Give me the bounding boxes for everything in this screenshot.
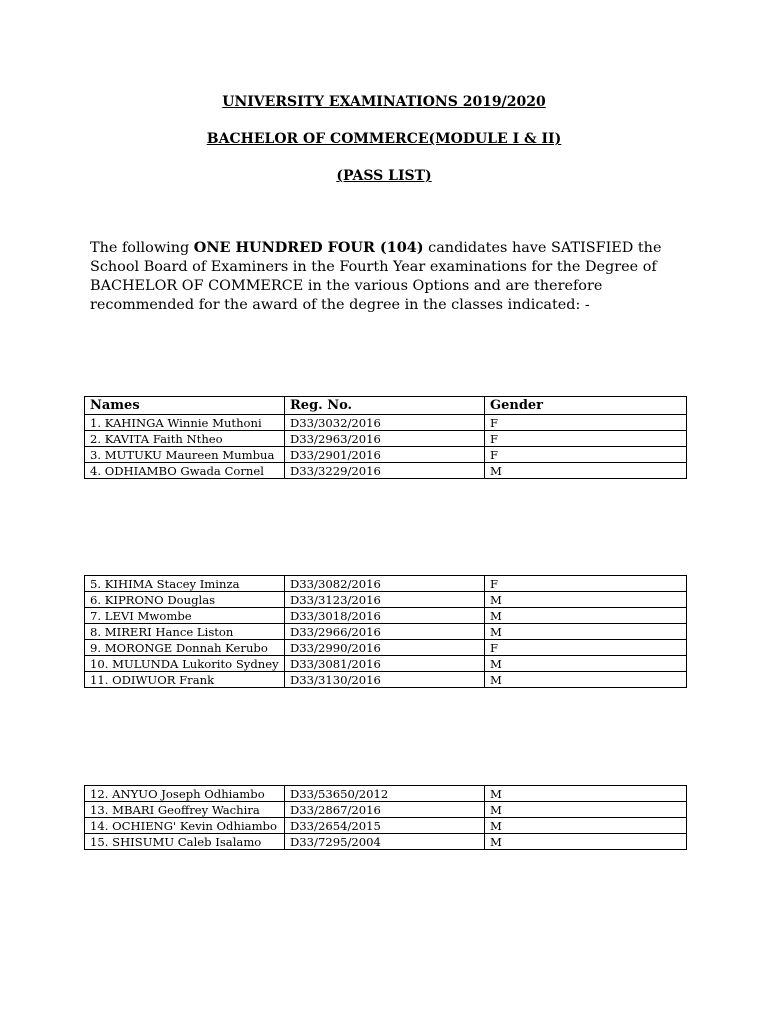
gender: F [485, 415, 687, 431]
table-row [85, 463, 687, 479]
pass-list-table-3 [84, 785, 687, 850]
table-row [85, 802, 687, 818]
student-name: 15. SHISUMU Caleb Isalamo [85, 834, 285, 850]
gender: F [485, 576, 687, 592]
student-name: 12. ANYUO Joseph Odhiambo [85, 786, 285, 802]
reg-no-column-header: Reg. No. [285, 397, 485, 415]
reg-number: D33/53650/2012 [285, 786, 485, 802]
table-row [85, 608, 687, 624]
student-name: 4. ODHIAMBO Gwada Cornel [85, 463, 285, 479]
gender: M [485, 802, 687, 818]
programme-heading: BACHELOR OF COMMERCE(MODULE I & II) [206, 131, 562, 147]
reg-number: D33/2901/2016 [285, 447, 485, 463]
gender: M [485, 786, 687, 802]
reg-number: D33/3229/2016 [285, 463, 485, 479]
gender: F [485, 640, 687, 656]
student-name: 10. MULUNDA Lukorito Sydney [85, 656, 285, 672]
table-row [85, 672, 687, 688]
table-row [85, 415, 687, 431]
table-header-row [85, 397, 687, 415]
student-name: 14. OCHIENG' Kevin Odhiambo [85, 818, 285, 834]
table-row [85, 592, 687, 608]
gender: M [485, 463, 687, 479]
table-row [85, 656, 687, 672]
reg-number: D33/3018/2016 [285, 608, 485, 624]
candidate-count: ONE HUNDRED FOUR (104) [193, 239, 424, 256]
table-row [85, 447, 687, 463]
reg-number: D33/3081/2016 [285, 656, 485, 672]
pass-list-table-2 [84, 575, 687, 688]
table-row [85, 624, 687, 640]
table-row [85, 818, 687, 834]
student-name: 7. LEVI Mwombe [85, 608, 285, 624]
names-column-header: Names [85, 397, 285, 415]
reg-number: D33/3123/2016 [285, 592, 485, 608]
reg-number: D33/3130/2016 [285, 672, 485, 688]
list-type-heading: (PASS LIST) [336, 168, 432, 184]
gender: F [485, 431, 687, 447]
student-name: 3. MUTUKU Maureen Mumbua [85, 447, 285, 463]
student-name: 2. KAVITA Faith Ntheo [85, 431, 285, 447]
reg-number: D33/2990/2016 [285, 640, 485, 656]
gender-column-header: Gender [485, 397, 687, 415]
student-name: 1. KAHINGA Winnie Muthoni [85, 415, 285, 431]
table-row [85, 786, 687, 802]
student-name: 5. KIHIMA Stacey Iminza [85, 576, 285, 592]
student-name: 11. ODIWUOR Frank [85, 672, 285, 688]
table-row [85, 640, 687, 656]
gender: M [485, 818, 687, 834]
table-row [85, 834, 687, 850]
gender: M [485, 624, 687, 640]
gender: M [485, 656, 687, 672]
reg-number: D33/2654/2015 [285, 818, 485, 834]
gender: F [485, 447, 687, 463]
gender: M [485, 672, 687, 688]
student-name: 13. MBARI Geoffrey Wachira [85, 802, 285, 818]
reg-number: D33/2966/2016 [285, 624, 485, 640]
reg-number: D33/7295/2004 [285, 834, 485, 850]
intro-paragraph [90, 238, 690, 315]
reg-number: D33/3082/2016 [285, 576, 485, 592]
pass-list-table-1 [84, 396, 687, 479]
reg-number: D33/2867/2016 [285, 802, 485, 818]
gender: M [485, 834, 687, 850]
reg-number: D33/3032/2016 [285, 415, 485, 431]
intro-text-end: candidates have SATISFIED the School Board of Examiners in the Fourth Year examinations for the Degree of BACHELOR OF COMMERCE in the various Options and are therefore recommended for the award of the degree in the classes indicated: - [90, 240, 662, 313]
student-name: 9. MORONGE Donnah Kerubo [85, 640, 285, 656]
gender: M [485, 608, 687, 624]
document-title: UNIVERSITY EXAMINATIONS 2019/2020 [222, 94, 546, 110]
student-name: 6. KIPRONO Douglas [85, 592, 285, 608]
table-row [85, 576, 687, 592]
reg-number: D33/2963/2016 [285, 431, 485, 447]
gender: M [485, 592, 687, 608]
table-row [85, 431, 687, 447]
intro-text-start: The following [90, 240, 194, 256]
student-name: 8. MIRERI Hance Liston [85, 624, 285, 640]
